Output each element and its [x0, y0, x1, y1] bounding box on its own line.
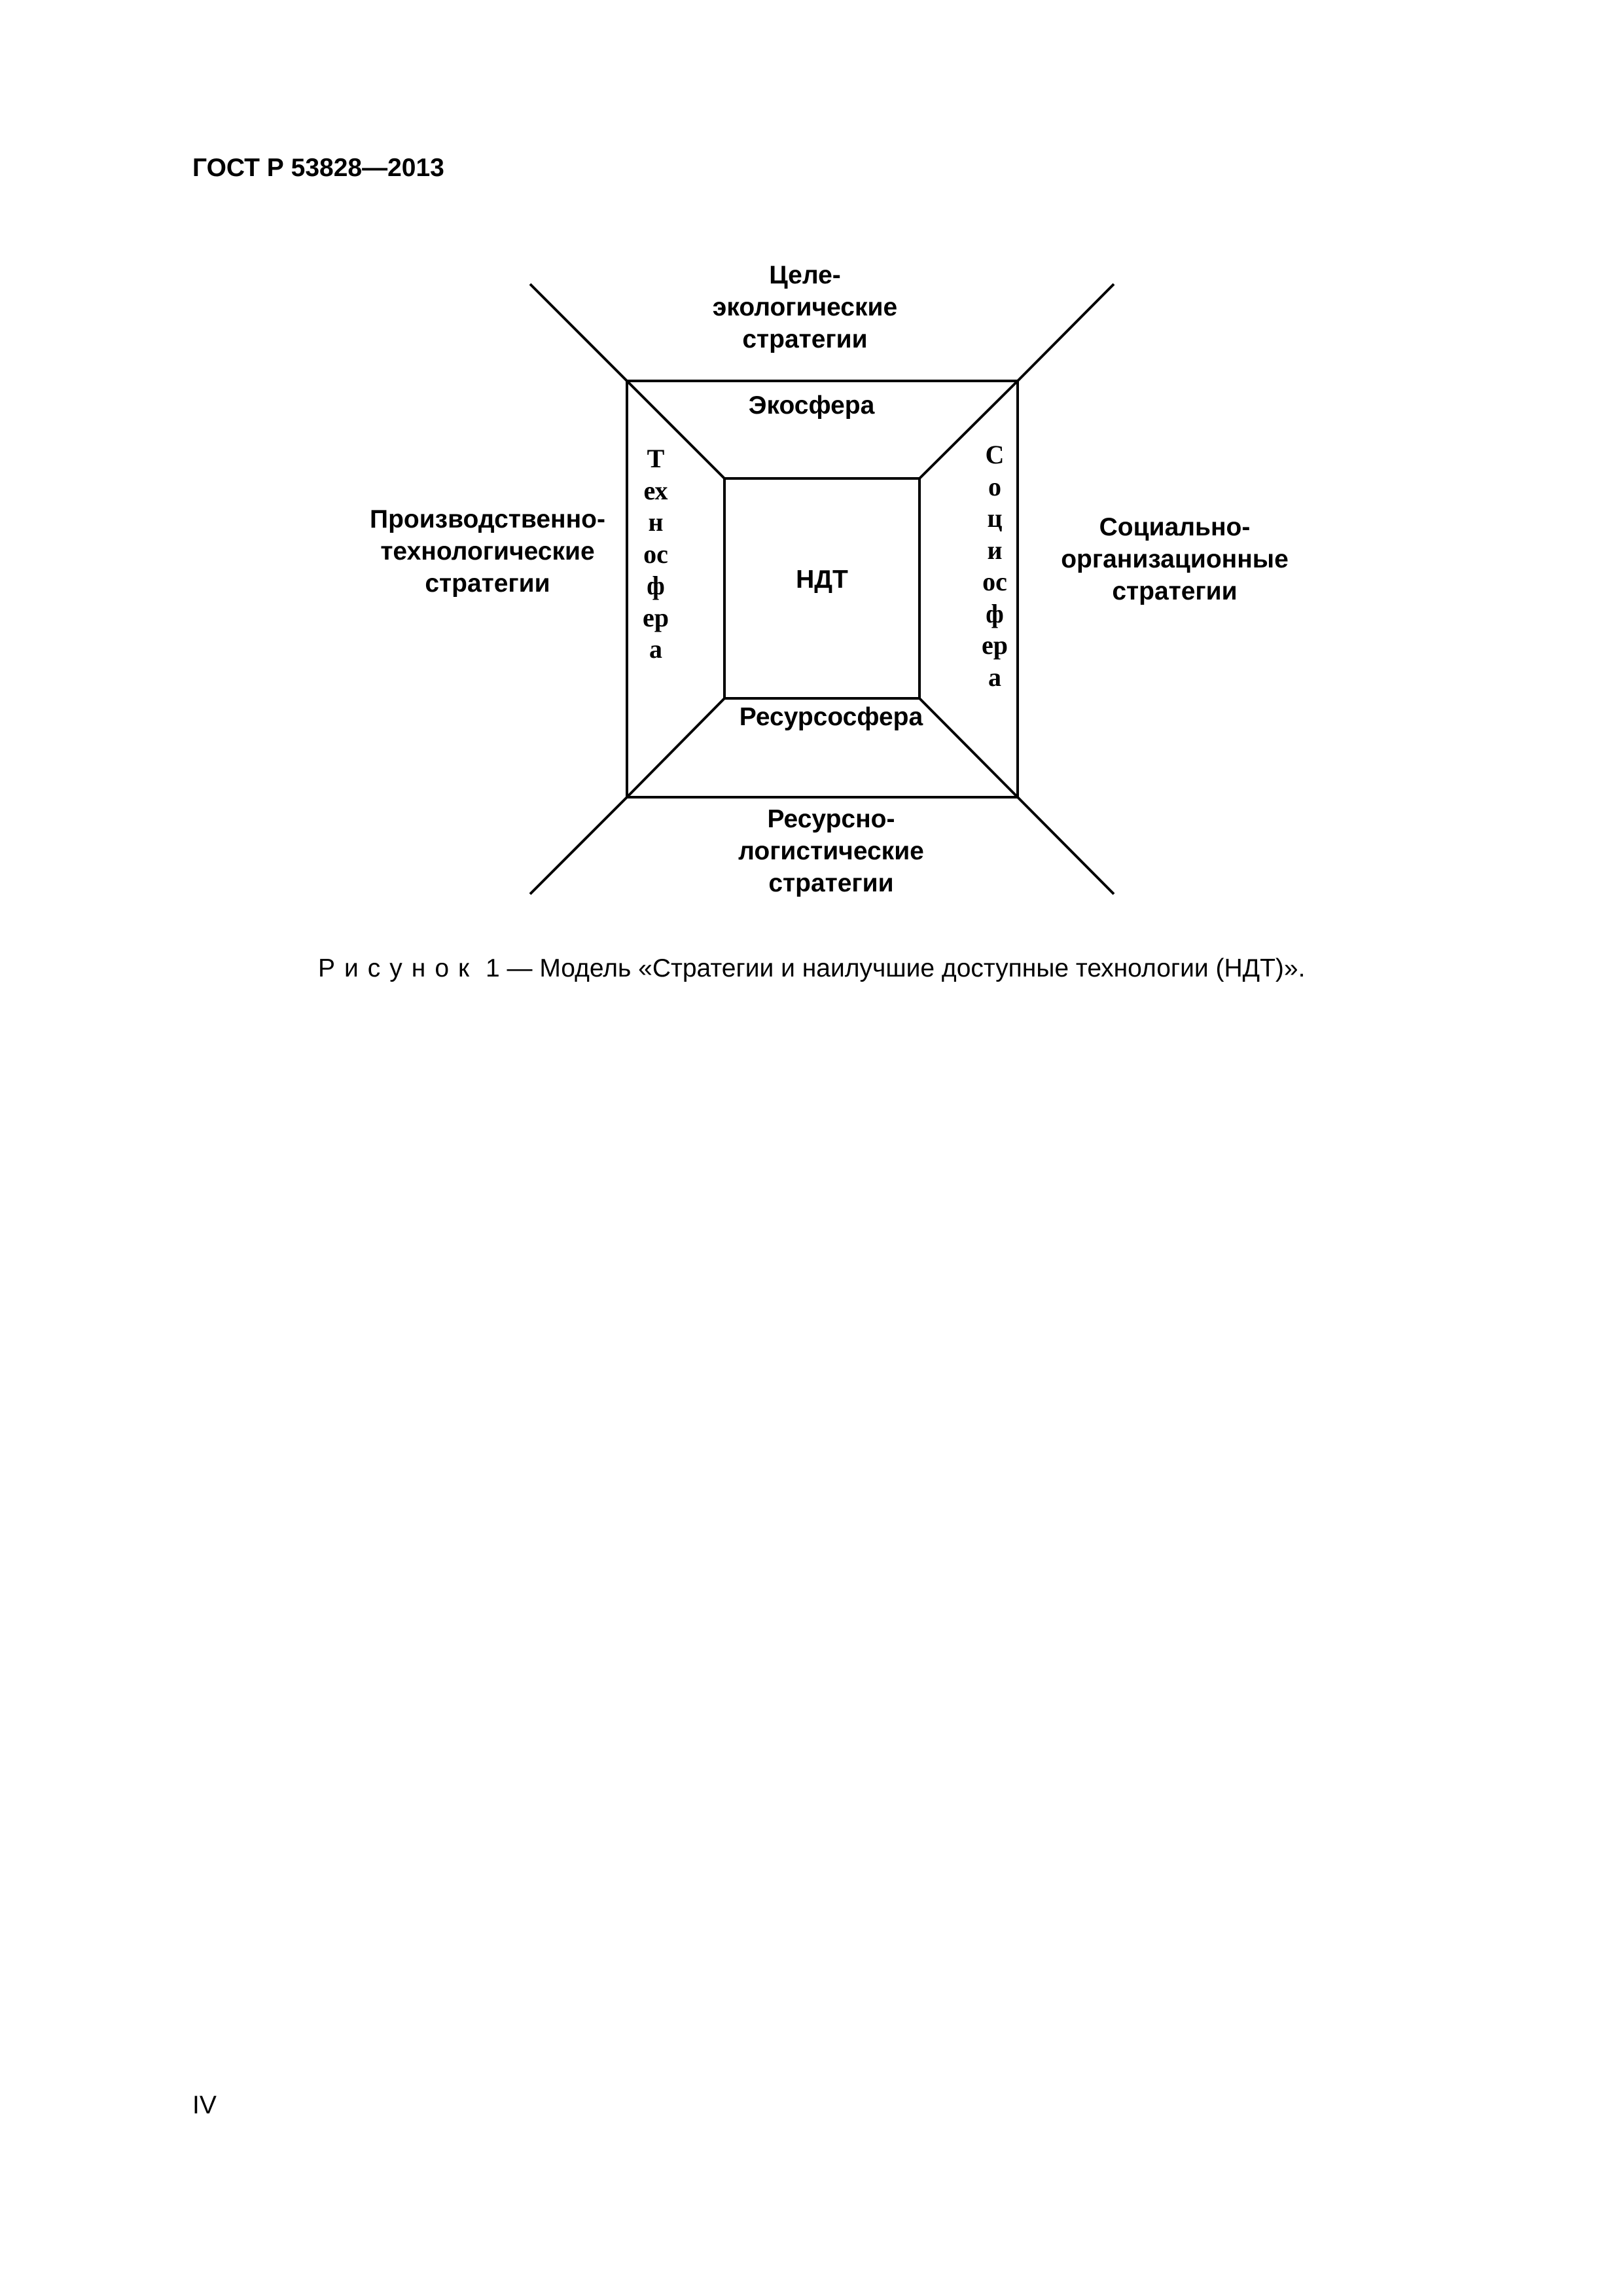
label-center-bat: НДТ: [796, 565, 848, 594]
label-ecosphere: Экосфера: [748, 391, 875, 420]
label-sociosphere: Социосфера: [982, 440, 1008, 692]
ray-bottom-right: [1018, 797, 1114, 894]
label-technosphere: Техносфера: [643, 444, 669, 664]
label-top-strategies: Целе- экологические стратегии: [712, 261, 898, 353]
document-header: ГОСТ Р 53828—2013: [192, 154, 444, 182]
caption-prefix: Рисунок: [318, 954, 479, 982]
label-right-strategies: Социально- организационные стратегии: [1061, 513, 1289, 605]
figure-caption: [318, 956, 1305, 981]
ray-bottom-left: [530, 797, 627, 894]
label-bottom-strategies: Ресурсно- логистические стратегии: [738, 805, 924, 897]
label-left-strategies: Производственно- технологические стратегии: [370, 505, 605, 598]
label-resourcesphere: Ресурсосфера: [739, 703, 923, 731]
caption-number: 1: [485, 954, 500, 982]
caption-text: — Модель «Стратегии и наилучшие доступные технологии (НДТ)».: [507, 954, 1306, 982]
ray-top-right: [1018, 284, 1114, 381]
diagonal-bottom-left: [627, 698, 724, 797]
ray-top-left: [530, 284, 627, 381]
diagonal-top-left: [627, 381, 724, 478]
page-number: IV: [192, 2091, 217, 2119]
